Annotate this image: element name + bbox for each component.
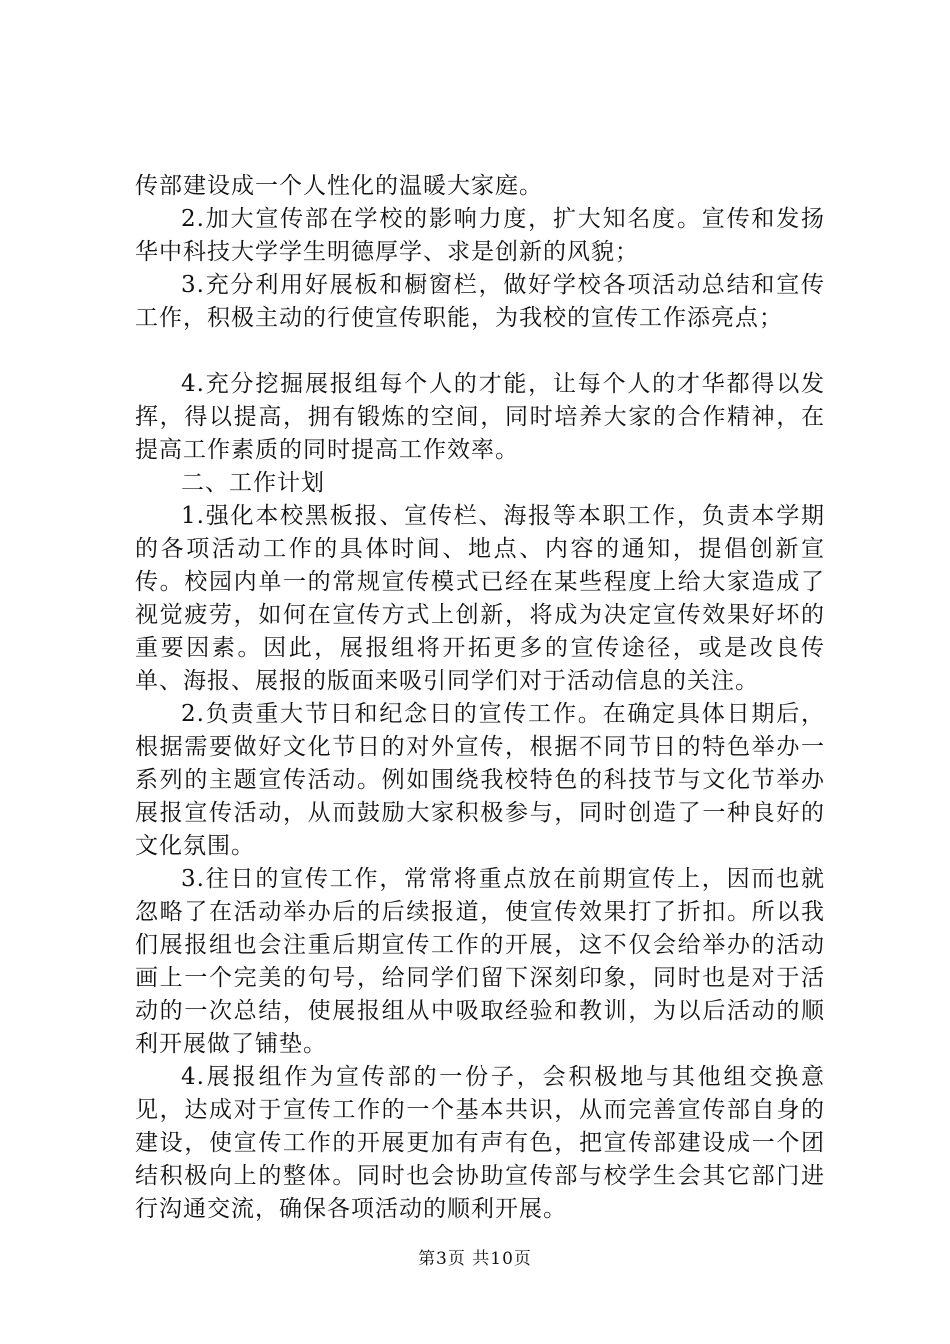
paragraph-goal-2: 2.加大宣传部在学校的影响力度，扩大知名度。宣传和发扬华中科技大学学生明德厚学、求是创新的风貌；	[135, 206, 825, 265]
paragraph-goal-4: 4.充分挖掘展报组每个人的才能，让每个人的才华都得以发挥，得以提高，拥有锻炼的空间，同时培养大家的合作精神，在提高工作素质的同时提高工作效率。	[135, 371, 825, 463]
paragraph-plan-3: 3.往日的宣传工作，常常将重点放在前期宣传上，因而也就忽略了在活动举办后的后续报道，使宣传效果打了折扣。所以我们展报组也会注重后期宣传工作的开展，这不仅会给举办的活动画上一个完美的句号，给同学们留下深刻印象，同时也是对于活动的一次总结，使展报组从中吸取经验和教训，为以后活动的顺利开展做了铺垫。	[135, 866, 825, 1057]
paragraph-plan-4: 4.展报组作为宣传部的一份子，会积极地与其他组交换意见，达成对于宣传工作的一个基本共识，从而完善宣传部自身的建设，使宣传工作的开展更加有声有色，把宣传部建设成一个团结积极向上的整体。同时也会协助宣传部与校学生会其它部门进行沟通交流，确保各项活动的顺利开展。	[135, 1064, 825, 1222]
document-body	[135, 170, 825, 1226]
paragraph-continuation: 传部建设成一个人性化的温暖大家庭。	[135, 173, 543, 199]
paragraph-goal-3: 3.充分利用好展板和橱窗栏，做好学校各项活动总结和宣传工作，积极主动的行使宣传职能，为我校的宣传工作添亮点；	[135, 272, 825, 331]
paragraph-plan-1: 1.强化本校黑板报、宣传栏、海报等本职工作，负责本学期的各项活动工作的具体时间、地点、内容的通知，提倡创新宣传。校园内单一的常规宣传模式已经在某些程度上给大家造成了视觉疲劳，如何在宣传方式上创新，将成为决定宣传效果好坏的重要因素。因此，展报组将开拓更多的宣传途径，或是改良传单、海报、展报的版面来吸引同学们对于活动信息的关注。	[135, 503, 825, 694]
section-heading-work-plan: 二、工作计划	[181, 470, 325, 496]
paragraph-plan-2: 2.负责重大节日和纪念日的宣传工作。在确定具体日期后，根据需要做好文化节日的对外宣传，根据不同节日的特色举办一系列的主题宣传活动。例如围绕我校特色的科技节与文化节举办展报宣传活动，从而鼓励大家积极参与，同时创造了一种良好的文化氛围。	[135, 701, 825, 859]
page-footer: 第3页 共10页	[418, 1249, 532, 1269]
